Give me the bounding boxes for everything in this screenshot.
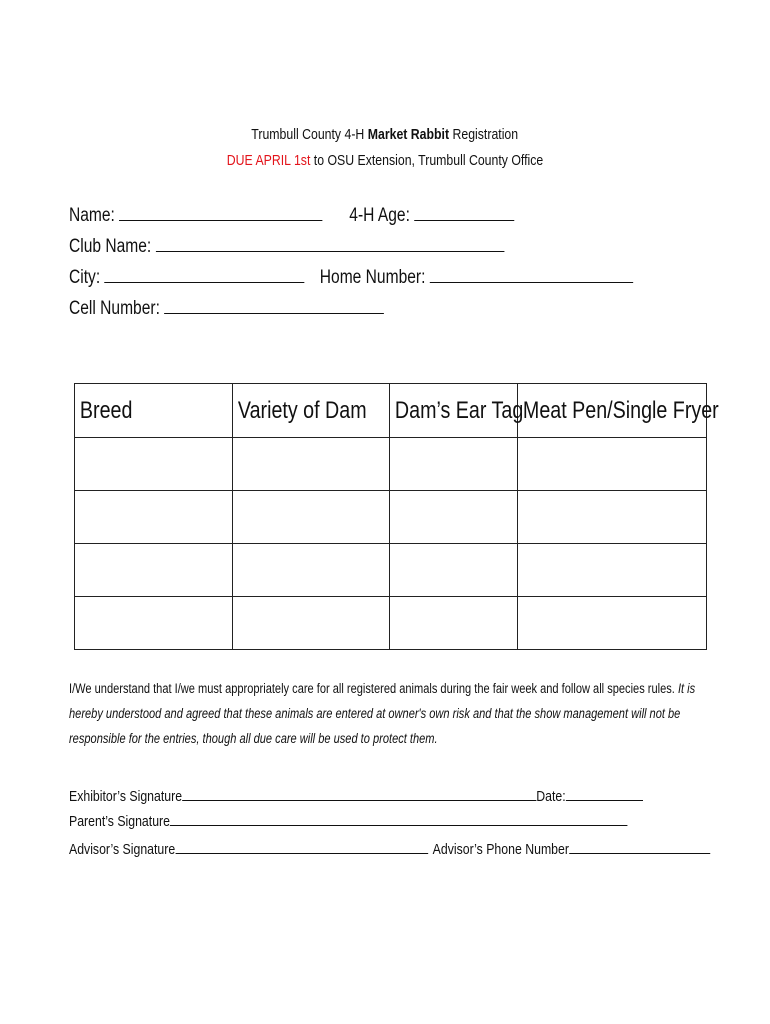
- cell-variety[interactable]: [233, 597, 390, 650]
- table-row: [75, 438, 707, 491]
- due-date: DUE APRIL 1st: [226, 152, 311, 169]
- cell-row: [69, 291, 384, 321]
- column-header-variety: Variety of Dam: [233, 384, 390, 438]
- cell-pen-fryer[interactable]: [518, 491, 707, 544]
- date-label: Date:: [536, 788, 566, 805]
- cell-variety[interactable]: [233, 438, 390, 491]
- advisor-signature-label: Advisor’s Signature: [69, 841, 176, 858]
- cell-ear-tag[interactable]: [390, 491, 518, 544]
- date-field[interactable]: [566, 784, 643, 801]
- cell-breed[interactable]: [75, 597, 233, 650]
- cell-ear-tag[interactable]: [390, 597, 518, 650]
- form-header: [0, 122, 770, 174]
- club-field[interactable]: [156, 229, 505, 252]
- parent-signature-field[interactable]: [170, 809, 628, 826]
- statement-text: I/We understand that I/we must appropriately care for all registered animals during the fair week and follow all species rules.: [69, 681, 678, 696]
- title-suffix: Registration: [449, 126, 519, 143]
- column-header-breed: Breed: [75, 384, 233, 438]
- column-header-ear-tag: Dam’s Ear Tag: [390, 384, 518, 438]
- cell-pen-fryer[interactable]: [518, 597, 707, 650]
- parent-signature-row: [69, 809, 628, 835]
- title-prefix: Trumbull County 4-H: [251, 126, 369, 143]
- title-bold: Market Rabbit: [368, 126, 450, 143]
- rabbit-entries-table: [74, 383, 719, 650]
- cell-variety[interactable]: [233, 491, 390, 544]
- cell-ear-tag[interactable]: [390, 438, 518, 491]
- parent-signature-label: Parent’s Signature: [69, 813, 170, 830]
- cell-breed[interactable]: [75, 438, 233, 491]
- statement-italic-text: It is hereby understood and agreed that these animals are entered at owner's own risk and that the show management will not be responsible for the entries, though all due care will be used to protect them.: [69, 681, 696, 746]
- home-number-field[interactable]: [430, 260, 633, 283]
- table-header-row: [75, 384, 707, 438]
- name-field[interactable]: [119, 198, 322, 221]
- table-row: [75, 597, 707, 650]
- table-row: [75, 544, 707, 597]
- exhibitor-signature-label: Exhibitor’s Signature: [69, 788, 183, 805]
- advisor-phone-field[interactable]: [569, 837, 710, 854]
- city-phone-row: [69, 260, 633, 290]
- advisor-phone-label: Advisor’s Phone Number: [432, 841, 569, 858]
- cell-pen-fryer[interactable]: [518, 544, 707, 597]
- name-age-row: [69, 198, 514, 228]
- club-label: Club Name:: [69, 236, 152, 257]
- cell-breed[interactable]: [75, 491, 233, 544]
- cell-number-field[interactable]: [164, 291, 384, 314]
- name-label: Name:: [69, 205, 115, 226]
- column-header-pen-fryer: Meat Pen/Single Fryer: [518, 384, 707, 438]
- cell-breed[interactable]: [75, 544, 233, 597]
- cell-pen-fryer[interactable]: [518, 438, 707, 491]
- due-destination: to OSU Extension, Trumbull County Office: [310, 152, 544, 169]
- advisor-signature-row: [69, 837, 710, 863]
- cell-ear-tag[interactable]: [390, 544, 518, 597]
- cell-label: Cell Number:: [69, 298, 160, 319]
- table-row: [75, 491, 707, 544]
- age-field[interactable]: [414, 198, 514, 221]
- exhibitor-signature-field[interactable]: [182, 784, 536, 801]
- club-row: [69, 229, 504, 259]
- home-number-label: Home Number:: [319, 267, 426, 288]
- form-title: [0, 122, 770, 148]
- due-date-line: [0, 148, 770, 174]
- advisor-signature-field[interactable]: [175, 837, 428, 854]
- age-label: 4-H Age:: [349, 205, 410, 226]
- liability-statement: [69, 676, 709, 751]
- cell-variety[interactable]: [233, 544, 390, 597]
- exhibitor-signature-row: [69, 784, 643, 810]
- city-field[interactable]: [104, 260, 304, 283]
- city-label: City:: [69, 267, 101, 288]
